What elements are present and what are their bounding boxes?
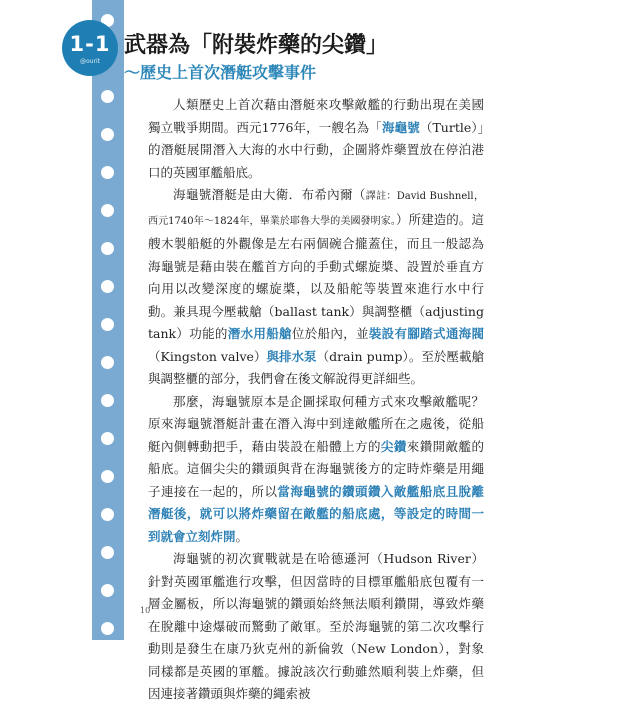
chapter-badge-caption: @ourit — [80, 58, 100, 65]
binder-hole — [101, 394, 114, 407]
body-paragraph — [148, 391, 484, 549]
binder-hole — [101, 90, 114, 103]
binder-hole — [101, 204, 114, 217]
chapter-title: 武器為「附裝炸藥的尖鑽」 — [124, 33, 389, 58]
highlighted-text: 裝設有腳踏式通海閥 — [368, 326, 484, 341]
binder-hole — [101, 166, 114, 179]
highlighted-text: 海龜號 — [381, 119, 420, 135]
translator-note: 譯註：David Bushnell，西元1740年～1824年，畢業於耶魯大學的美國發明家。 — [148, 191, 484, 227]
binder-hole — [101, 280, 114, 293]
body-paragraph — [148, 184, 484, 391]
paragraph-text: （Turtle）」的潛艇展開潛入大海的水中行動，企圖將炸藥置放在停泊港口的英國軍艦船底。 — [148, 119, 484, 180]
binder-hole — [101, 356, 114, 369]
highlighted-text: 當海龜號的鑽頭鑽入敵艦船底且脫離潛艇後，就可以將炸藥留在敵艦的船底處，等設定的時間一到就會立刻炸開 — [148, 483, 484, 544]
binding-strip — [92, 0, 124, 640]
chapter-subtitle: ～歷史上首次潛艇攻擊事件 — [124, 63, 317, 82]
page-number: 10 — [140, 606, 151, 615]
article-body — [148, 94, 484, 706]
binder-hole — [101, 128, 114, 141]
binder-hole — [101, 242, 114, 255]
binder-hole — [101, 584, 114, 597]
paragraph-text: 位於船內，並 — [291, 326, 369, 341]
body-paragraph — [148, 94, 484, 184]
binder-hole — [101, 318, 114, 331]
paragraph-text: 。 — [235, 528, 249, 544]
paragraph-text: （Kingston valve） — [148, 348, 267, 364]
binder-hole — [101, 622, 114, 635]
paragraph-text: ）所建造的。這艘木製船艇的外觀像是左右兩個碗合攏蓋住，而且一般認為海龜號是藉由裝在艦首方向的手動式螺旋槳、設置於垂直方向用以改變深度的螺旋槳，以及船舵等裝置來進行水中行動。兼具現今壓載艙（ballast tank）與調整櫃（adjusting tank）功能的 — [148, 211, 484, 341]
highlighted-text: 潛水用船艙 — [227, 326, 292, 341]
binder-hole — [101, 546, 114, 559]
binder-hole — [101, 470, 114, 483]
paragraph-text: 海龜號的初次實戰就是在哈德遜河（Hudson River）針對英國軍艦進行攻擊，但因當時的目標軍艦船底包覆有一層金屬板，所以海龜號的鑽頭始終無法順利鑽開，導致炸藥在脫離中途爆破而驚動了敵軍。至於海龜號的第二次攻擊行動則是發生在康乃狄克州的新倫敦（New London），對象同樣都是英國的軍艦。據說該次行動雖然順利裝上炸藥，但因連接著鑽頭與炸藥的繩索被 — [148, 551, 484, 701]
paragraph-text: 人類歷史上首次藉由潛艇來攻擊敵艦的行動出現在美國獨立戰爭期間。西元1776年，一艘名為「 — [148, 97, 484, 135]
paragraph-text: 來鑽開敵艦的船底。這個尖尖的鑽頭與背在海龜號後方的定時炸藥是用繩子連接在一起的，所以 — [148, 438, 484, 499]
binder-hole — [101, 432, 114, 445]
paragraph-text: 那麼，海龜號原本是企圖採取何種方式來攻擊敵艦呢？原來海龜號潛艇計畫在潛入海中到達敵艦所在之處後，從船艇內側轉動把手，藉由裝設在船體上方的 — [148, 393, 484, 454]
binder-hole — [101, 508, 114, 521]
highlighted-text: 尖鑽 — [380, 438, 407, 454]
chapter-number: 1-1 — [69, 32, 111, 56]
highlighted-text: 與排水泵 — [266, 348, 317, 364]
chapter-badge — [62, 20, 118, 76]
paragraph-text: （drain pump）。至於壓載艙與調整櫃的部分，我們會在後文解說得更詳細些。 — [148, 348, 484, 386]
paragraph-text: 海龜號潛艇是由大衛．布希內爾（ — [173, 187, 366, 202]
body-paragraph — [148, 548, 484, 706]
